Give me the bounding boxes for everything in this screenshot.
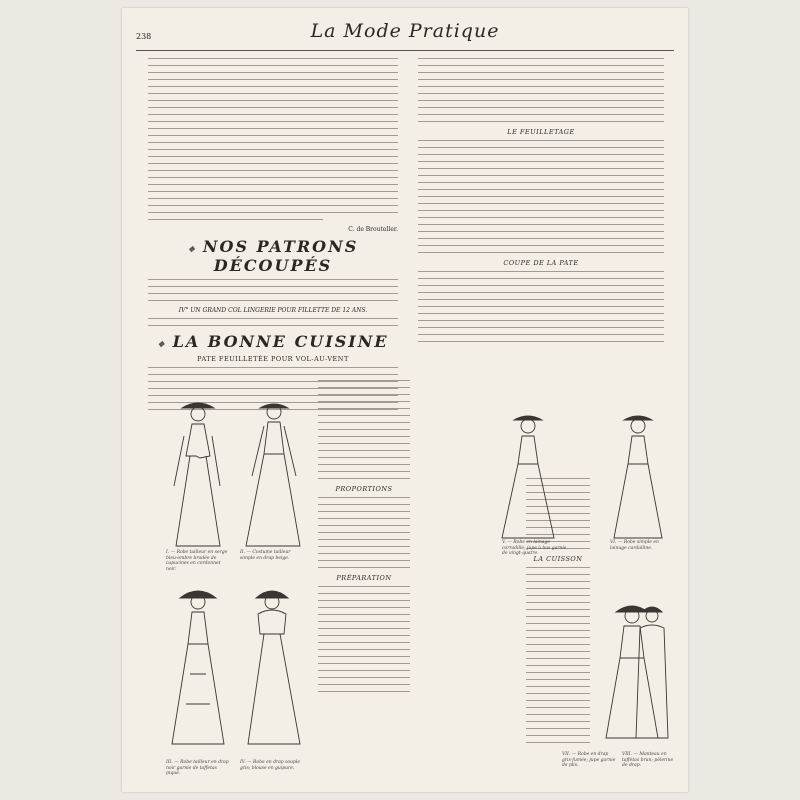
mid-heading-cuisson: LA CUISSON bbox=[533, 555, 583, 563]
ornament-icon: ❖ bbox=[187, 244, 197, 254]
middle-column bbox=[318, 380, 410, 698]
ornament-icon: ❖ bbox=[157, 339, 167, 349]
right-heading-coupe: COUPE DE LA PATE bbox=[503, 259, 579, 267]
section-title-cuisine: ❖ LA BONNE CUISINE bbox=[157, 332, 389, 351]
figure-iv bbox=[248, 591, 300, 744]
mid-heading-preparation: PRÉPARATION bbox=[336, 574, 392, 582]
page-number: 238 bbox=[136, 32, 152, 41]
caption-i: I. — Robe tailleur en serge bleu-ombre brodée de capucines en cordonnet noir. bbox=[166, 550, 228, 572]
caption-vii: VII. — Robe en drap gris-fumée; jupe garnie de plis. bbox=[562, 752, 616, 768]
figure-i bbox=[174, 403, 220, 546]
figure-ii bbox=[246, 404, 300, 546]
right-text-2 bbox=[418, 140, 664, 253]
figure-iii bbox=[172, 591, 224, 744]
caption-iii: III. — Robe tailleur en drap noir garnie de taffetas piqué. bbox=[166, 760, 229, 776]
signature: C. de Brouteller. bbox=[348, 226, 398, 233]
caption-v: V. — Robe en lainage corradille; jupe à bas garnie de vingt-quatre. bbox=[502, 540, 567, 556]
mid-text-1 bbox=[318, 380, 410, 479]
patrons-text-2 bbox=[148, 318, 398, 326]
figure-v bbox=[502, 416, 554, 538]
caption-iv: IV. — Robe en drap souple gris; blouse en guipure. bbox=[240, 760, 301, 771]
section-title-patrons: ❖ NOS PATRONS DÉCOUPÉS bbox=[187, 237, 359, 275]
page-title: La Mode Pratique bbox=[310, 20, 500, 42]
caption-vi: VI. — Robe simple en lainage cardalline. bbox=[610, 540, 659, 551]
right-text-3 bbox=[418, 271, 664, 342]
mid-text-3 bbox=[318, 586, 410, 692]
fashion-figures-right bbox=[494, 408, 674, 768]
fashion-figures-left bbox=[162, 396, 312, 786]
patrons-note: IV° UN GRAND COL LINGERIE POUR FILLETTE DE 12 ANS. bbox=[178, 307, 368, 314]
caption-ii: II. — Costume tailleur simple en drap beige. bbox=[240, 550, 291, 561]
right-text-1 bbox=[418, 58, 664, 122]
magazine-page bbox=[122, 8, 688, 792]
right-column bbox=[418, 58, 664, 348]
patrons-text bbox=[148, 279, 398, 301]
left-column bbox=[148, 58, 398, 416]
figure-vii bbox=[606, 606, 658, 738]
mid-heading-proportions: PROPORTIONS bbox=[335, 485, 393, 493]
page-header bbox=[130, 18, 680, 44]
figure-viii bbox=[636, 607, 668, 738]
figure-vi bbox=[614, 416, 662, 538]
section-subtitle: PATE FEUILLETÉE POUR VOL-AU-VENT bbox=[197, 355, 349, 363]
mid-text-2 bbox=[318, 497, 410, 568]
article-text-block bbox=[148, 58, 398, 220]
caption-viii: VIII. — Manteau en taffetas brun; pèlerine de drap. bbox=[622, 752, 674, 768]
right-heading-feuilletage: LE FEUILLETAGE bbox=[507, 128, 575, 136]
header-rule bbox=[136, 50, 674, 51]
